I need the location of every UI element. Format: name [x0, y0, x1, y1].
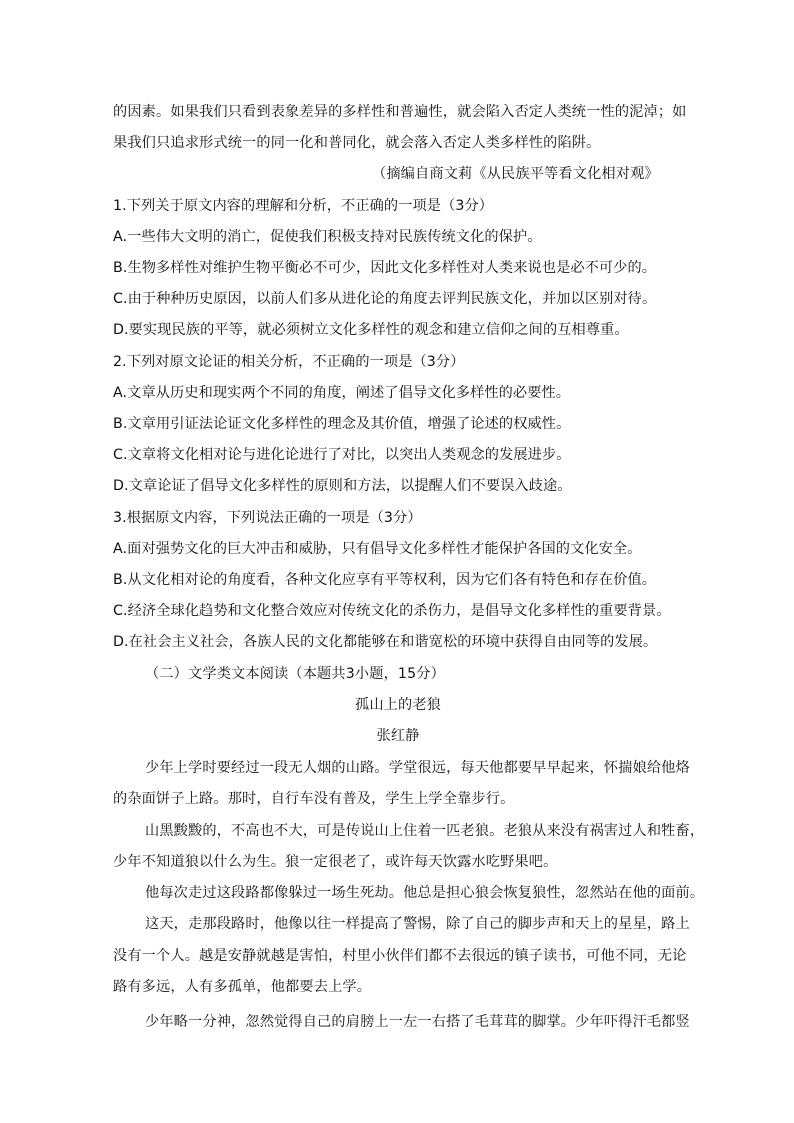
question-option: D.在社会主义社会，各族人民的文化都能够在和谐宽松的环境中获得自由同等的发展。 — [113, 634, 658, 650]
story-line: 没有一个人。越是安静就越是害怕，村里小伙伴们都不去很远的镇子读书，可他不同，无论 — [113, 948, 687, 964]
question-option: D.要实现民族的平等，就必须树立文化多样性的观念和建立信仰之间的互相尊重。 — [113, 322, 629, 338]
question-option: D.文章论证了倡导文化多样性的原则和方法，以提醒人们不要误入歧途。 — [113, 478, 572, 494]
question-option: A.一些伟大文明的消亡，促使我们积极支持对民族传统文化的保护。 — [113, 229, 542, 245]
question-stem: 2.下列对原文论证的相关分析，不正确的一项是（3分） — [113, 354, 465, 370]
story-line: 他每次走过这段路都像躲过一场生死劫。他总是担心狼会恢复狼性，忽然站在他的面前。 — [145, 885, 705, 901]
story-line: 路有多远，人有多孤单，他都要去上学。 — [113, 979, 372, 995]
question-option: B.文章用引证法论证文化多样性的理念及其价值，增强了论述的权威性。 — [113, 416, 571, 432]
story-line: 少年略一分神，忽然觉得自己的肩膀上一左一右搭了毛茸茸的脚掌。少年吓得汗毛都竖 — [145, 1014, 690, 1030]
source-citation: （摘编自商文莉《从民族平等看文化相对观》 — [372, 166, 659, 182]
question-option: C.文章将文化相对论与进化论进行了对比，以突出人类观念的发展进步。 — [113, 447, 571, 463]
story-line: 少年上学时要经过一段无人烟的山路。学堂很远，每天他都要早早起来，怀揣娘给他烙 — [145, 760, 690, 776]
question-option: B.生物多样性对维护生物平衡必不可少，因此文化多样性对人类来说也是必不可少的。 — [113, 260, 657, 276]
passage-line: 的因素。如果我们只看到表象差异的多样性和普遍性，就会陷入否定人类统一性的泥淖；如 — [113, 104, 687, 120]
passage-line: 果我们只追求形式统一的同一化和普同化，就会落入否定人类多样性的陷阱。 — [113, 135, 601, 151]
section-heading: （二）文学类文本阅读（本题共3小题，15分） — [145, 666, 445, 682]
story-line: 山黑黢黢的，不高也不大，可是传说山上住着一匹老狼。老狼从来没有祸害过人和牲畜， — [145, 823, 705, 839]
story-line: 这天，走那段路时，他像以往一样提高了警惕，除了自己的脚步声和天上的星星，路上 — [145, 916, 690, 932]
question-option: A.文章从历史和现实两个不同的角度，阐述了倡导文化多样性的必要性。 — [113, 385, 571, 401]
story-line: 的杂面饼子上路。那时，自行车没有普及，学生上学全靠步行。 — [113, 791, 515, 807]
story-line: 少年不知道狼以什么为生。狼一定很老了，或许每天饮露水吃野果吧。 — [113, 854, 558, 870]
story-author: 张红静 — [376, 728, 420, 744]
question-stem: 3.根据原文内容，下列说法正确的一项是（3分） — [113, 510, 422, 526]
story-title: 孤山上的老狼 — [354, 697, 442, 713]
question-option: B.从文化相对论的角度看，各种文化应享有平等权利，因为它们各有特色和存在价值。 — [113, 572, 657, 588]
question-option: C.由于种种历史原因，以前人们多从进化论的角度去评判民族文化，并加以区别对待。 — [113, 291, 657, 307]
question-option: C.经济全球化趋势和文化整合效应对传统文化的杀伤力，是倡导文化多样性的重要背景。 — [113, 603, 671, 619]
question-option: A.面对强势文化的巨大冲击和威胁，只有倡导文化多样性才能保护各国的文化安全。 — [113, 541, 642, 557]
question-stem: 1.下列关于原文内容的理解和分析，不正确的一项是（3分） — [113, 198, 494, 214]
